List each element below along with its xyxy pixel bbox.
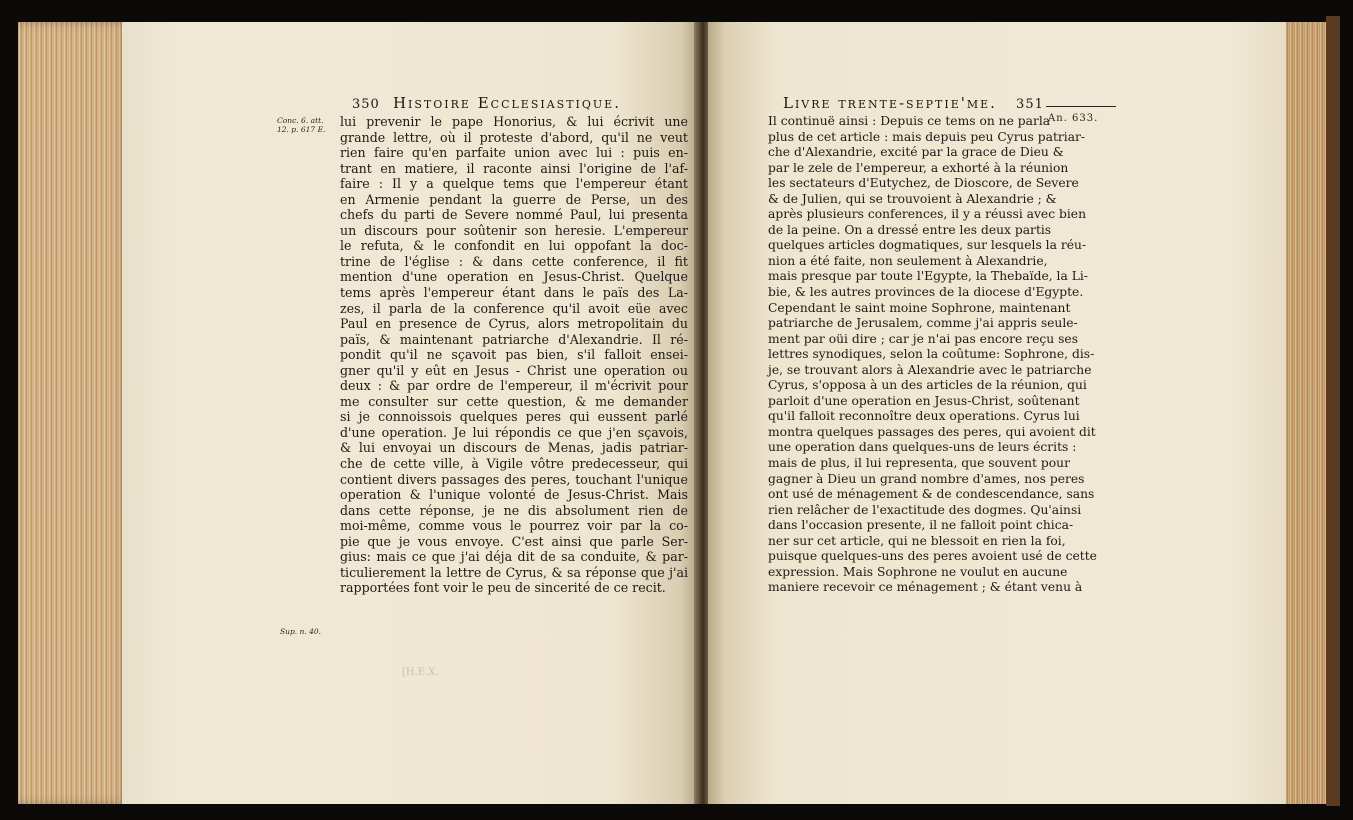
text-line: rapportées font voir le peu de sincerité de ce recit. [340,580,666,596]
year-side-note: An. 633. [1048,113,1099,124]
text-line: che de cette ville, à Vigile vôtre predecesseur, qui [340,456,688,472]
text-line: lui prevenir le pape Honorius, & lui écrivit une [340,114,688,129]
page-edges-left [18,22,130,804]
text-line: deux : & par ordre de l'empereur, il m'écrivit pour [340,378,688,394]
text-line: tems après l'empereur étant dans le païs des La- [340,285,688,301]
left-margin-note-bottom: Sup. n. 40. [280,627,322,636]
text-line: je, se trouvant alors à Alexandrie avec le patriarche [768,362,1092,377]
text-line: maniere recevoir ce ménagement ; & étant venu à [768,580,1083,595]
text-line: parloit d'une operation en Jesus-Christ, soûtenant [768,393,1080,408]
text-line: de la peine. On a dressé entre les deux partis [768,222,1052,237]
text-line: ment par oüi dire ; car je n'ai pas encore reçu ses [768,331,1079,346]
text-line: pie que je vous envoye. C'est ainsi que parle Ser- [340,533,688,549]
text-line: pondit qu'il ne sçavoit pas bien, s'il falloit ensei- [340,347,688,363]
text-line: rien faire qu'en parfaite union avec lui : puis en- [340,145,688,161]
right-page-header [783,94,1044,112]
text-line: ner sur cet article, qui ne blessoit en rien la foi, [768,533,1066,548]
text-line: bie, & les autres provinces de la diocese d'Egypte. [768,285,1084,300]
text-line: qu'il falloit reconnoître deux operations. Cyrus lui [768,409,1080,424]
text-line: les sectateurs d'Eutychez, de Dioscore, de Severe [768,176,1079,191]
side-rule [1046,106,1116,107]
text-line: trine de l'église : & dans cette conference, il fit [340,253,688,269]
text-line: mention d'une operation en Jesus-Christ. Quelque [340,269,688,285]
text-line: me consulter sur cette question, & me demander [340,393,688,409]
text-line: gius: mais ce que j'ai déja dit de sa conduite, & par- [340,549,688,565]
margin-note-line: 12. p. 617 E. [277,125,326,134]
right-page [708,22,1286,804]
text-line: trant en matiere, il raconte ainsi l'origine de l'af- [340,160,688,176]
text-line: en Armenie pendant la guerre de Perse, un des [340,191,688,207]
text-line: d'une operation. Je lui répondis ce que j'en sçavois, [340,424,688,440]
text-line: rien relâcher de l'exactitude des dogmes. Qu'ainsi [768,502,1082,517]
text-line: contient divers passages des peres, touchant l'unique [340,471,688,487]
open-book [18,16,1336,806]
text-line: païs, & maintenant patriarche d'Alexandrie. Il ré- [340,331,688,347]
left-page-number: 350 [352,97,380,112]
text-line: Cyrus, s'opposa à un des articles de la réunion, qui [768,378,1087,393]
text-line: & lui envoyai un discours de Menas, jadis patriar- [340,440,688,456]
text-line: ticulierement la lettre de Cyrus, & sa réponse que j'ai [340,564,688,580]
text-line: un discours pour soûtenir son heresie. L'empereur [340,222,688,238]
text-line: moi-même, comme vous le pourrez voir par la co- [340,518,688,534]
text-line: par le zele de l'empereur, a exhorté à la réunion [768,160,1069,175]
text-line: gner qu'il y eût en Jesus - Christ une operation ou [340,362,688,378]
text-line: puisque quelques-uns des peres avoient usé de cette [768,549,1097,564]
text-line: expression. Mais Sophrone ne voulut en aucune [768,564,1068,579]
text-line: mais de plus, il lui representa, que souvent pour [768,456,1070,471]
left-page [122,22,698,804]
text-line: dans l'occasion presente, il ne falloit point chica- [768,518,1074,533]
text-line: Paul en presence de Cyrus, alors metropolitain du [340,316,688,332]
text-line: nion a été faite, non seulement à Alexandrie, [768,253,1048,268]
text-line: & de Julien, qui se trouvoient à Alexandrie ; & [768,191,1057,206]
library-stamp: [H.E.X. [402,667,439,678]
text-line: plus de cet article : mais depuis peu Cyrus patriar- [768,129,1086,144]
text-line: montra quelques passages des peres, qui avoient dit [768,424,1096,439]
left-page-header [352,94,621,112]
text-line: Cependant le saint moine Sophrone, maintenant [768,300,1071,315]
text-line: mais presque par toute l'Egypte, la Thebaïde, la Li- [768,269,1088,284]
left-page-body [340,114,688,596]
text-line: ont usé de ménagement & de condescendance, sans [768,487,1095,502]
text-line: le refuta, & le confondit en lui oppofant la doc- [340,238,688,254]
text-line: grande lettre, où il proteste d'abord, qu'il ne veut [340,129,688,145]
text-line: che d'Alexandrie, excité par la grace de Dieu & [768,145,1064,160]
text-line: si je connoissois quelques peres qui eussent parlé [340,409,688,425]
right-page-number: 351 [1016,97,1044,112]
text-line: Il continuë ainsi : Depuis ce tems on ne parla [768,114,1051,128]
text-line: dans cette réponse, je ne dis absolument rien de [340,502,688,518]
text-line: chefs du parti de Severe nommé Paul, lui presenta [340,207,688,223]
book-cover-edge [1326,16,1340,806]
left-running-title: Histoire Ecclesiastique. [392,94,621,112]
text-line: après plusieurs conferences, il y a réussi avec bien [768,207,1087,222]
left-margin-note-top [277,116,325,134]
text-line: gagner à Dieu un grand nombre d'ames, nos peres [768,471,1085,486]
right-running-title: Livre trente-septie'me. [783,94,997,112]
text-line: operation & l'unique volonté de Jesus-Christ. Mais [340,487,688,503]
text-line: faire : Il y a quelque tems que l'empereur étant [340,176,688,192]
margin-note-line: Conc. 6. att. [277,116,324,125]
text-line: zes, il parla de la conference qu'il avoit eüe avec [340,300,688,316]
text-line: quelques articles dogmatiques, sur lesquels la réu- [768,238,1087,253]
text-line: une operation dans quelques-uns de leurs écrits : [768,440,1077,455]
text-line: lettres synodiques, selon la coûtume: Sophrone, dis- [768,347,1095,362]
text-line: patriarche de Jerusalem, comme j'ai appris seule- [768,316,1078,331]
